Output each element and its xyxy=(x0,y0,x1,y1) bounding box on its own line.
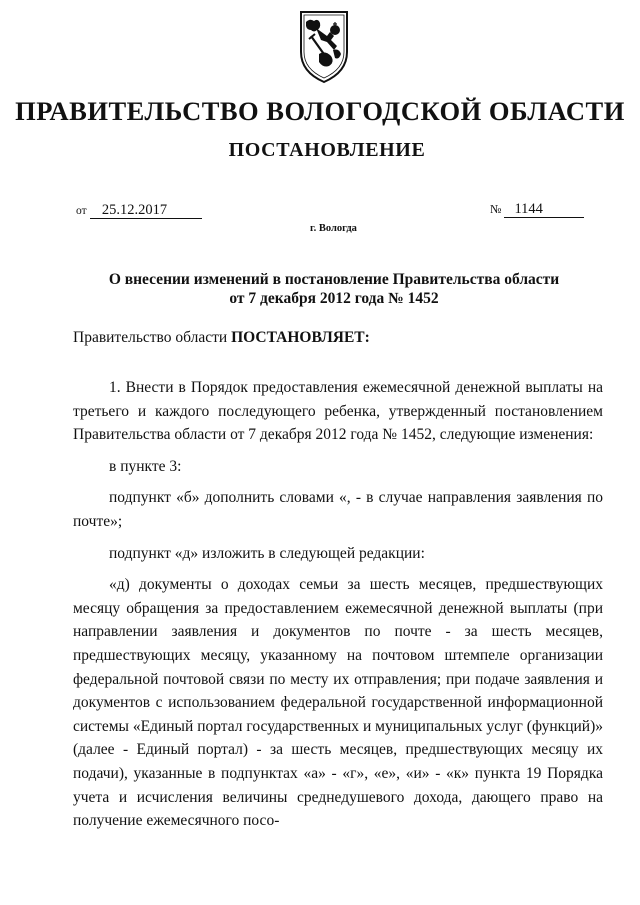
document-type: ПОСТАНОВЛЕНИЕ xyxy=(228,139,426,161)
body-paragraph-3: подпункт «б» дополнить словами «, - в случае направления заявления по почте»; xyxy=(73,489,603,530)
document-number xyxy=(490,202,584,218)
document-subject xyxy=(60,270,608,308)
date-value: 25.12.2017 xyxy=(90,203,202,219)
body-paragraph-2: в пункте 3: xyxy=(109,457,182,475)
decree-lead: Правительство области xyxy=(73,329,232,346)
decree-keyword: ПОСТАНОВЛЯЕТ: xyxy=(231,329,370,346)
document-date xyxy=(76,202,202,219)
vologda-coat-of-arms-icon xyxy=(297,6,351,86)
date-prefix: от xyxy=(76,205,87,217)
city-name: г. Вологда xyxy=(310,223,357,234)
body-paragraph-5: «д) документы о доходах семьи за шесть месяцев, предшествующих месяцу обращения за предоставлением ежемесячной денежной выплаты (при направлении заявления и документов по почте - за шесть месяцев, предшествующих месяцу, указанному на почтовом штемпеле организации федеральной почтовой связи по месту их отправления; при подаче заявления и документов с использованием федеральной государственной информационной системы «Единый портал государственных и муниципальных услуг (функций)» (далее - Единый портал) - за шесть месяцев, предшествующих месяцу их подачи), указанные в подпунктах «а» - «г», «е», «и» - «к» пункта 19 Порядка учета и исчисления величины среднедушевого дохода, дающего право на получение ежемесячного посо- xyxy=(73,576,603,830)
body-paragraph-1: 1. Внести в Порядок предоставления ежемесячной денежной выплаты на третьего и каждого последующего ребенка, утвержденный постановлением Правительства области от 7 декабря 2012 года № 1452, следующие изменения: xyxy=(73,379,603,444)
subject-line-2: от 7 декабря 2012 года № 1452 xyxy=(229,290,439,307)
number-value: 1144 xyxy=(504,202,584,218)
decree-statement xyxy=(73,329,370,347)
document-body xyxy=(73,376,603,833)
subject-line-1: О внесении изменений в постановление Правительства области xyxy=(108,271,560,288)
number-prefix: № xyxy=(490,202,502,216)
government-title: ПРАВИТЕЛЬСТВО ВОЛОГОДСКОЙ ОБЛАСТИ xyxy=(15,96,625,126)
body-paragraph-4: подпункт «д» изложить в следующей редакции: xyxy=(109,544,425,562)
